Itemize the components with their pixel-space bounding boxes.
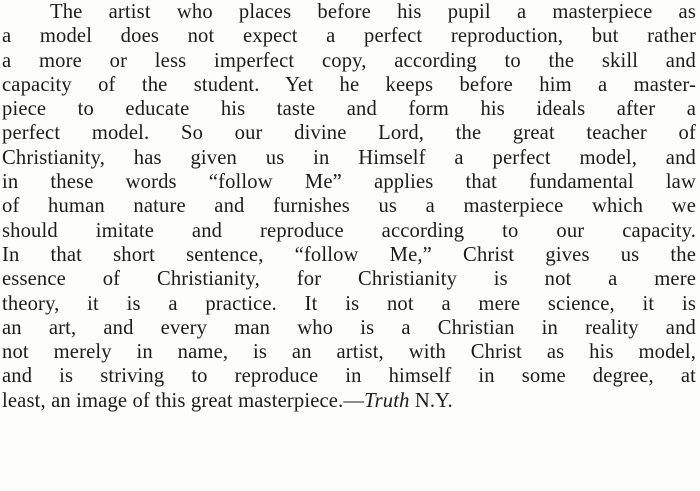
text-line-4: capacity of the student. Yet he keeps before him a master-	[2, 73, 696, 96]
text-line-5: piece to educate his taste and form his ideals after a	[2, 98, 696, 121]
article-paragraph	[2, 0, 696, 413]
text-line-13: theory, it is a practice. It is not a mere science, it is	[2, 292, 696, 315]
source-title: Truth	[364, 389, 410, 412]
text-line-3: a more or less imperfect copy, according to the skill and	[2, 49, 696, 72]
source-location: N.Y.	[409, 389, 453, 412]
text-line-17	[2, 389, 696, 413]
text-line-8: in these words “follow Me” applies that fundamental law	[2, 171, 696, 194]
text-line-10: should imitate and reproduce according to our capacity.	[2, 219, 696, 242]
text-line-12: essence of Christianity, for Christianity is not a mere	[2, 268, 696, 291]
text-line-1: The artist who places before his pupil a masterpiece as	[50, 1, 696, 23]
text-line-15: not merely in name, is an artist, with Christ as his model,	[2, 341, 696, 364]
text-line-9: of human nature and furnishes us a masterpiece which we	[2, 195, 696, 218]
text-line-2: a model does not expect a perfect reproduction, but rather	[2, 25, 696, 48]
text-line-7: Christianity, has given us in Himself a perfect model, and	[2, 146, 696, 169]
text-line-11: In that short sentence, “follow Me,” Christ gives us the	[2, 243, 696, 266]
text-line-6: perfect model. So our divine Lord, the great teacher of	[2, 122, 696, 145]
text-line-16: and is striving to reproduce in himself in some degree, at	[2, 365, 696, 388]
text-line-14: an art, and every man who is a Christian in reality and	[2, 316, 696, 339]
closing-text: least, an image of this great masterpiece.—	[2, 389, 365, 412]
